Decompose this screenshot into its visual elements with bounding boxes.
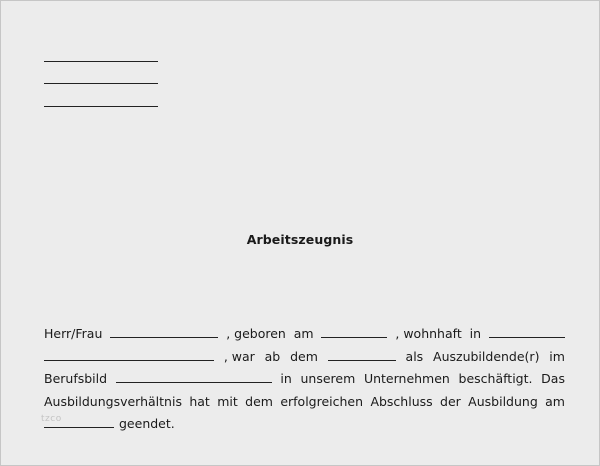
word: Unternehmen	[363, 371, 450, 386]
word: Abschluss	[370, 393, 433, 409]
word: dem	[290, 348, 318, 364]
word: geendet.	[119, 416, 175, 431]
word: , geboren	[226, 326, 286, 341]
word: erfolgreichen	[280, 393, 364, 409]
word: am	[545, 393, 565, 409]
body-line-3	[44, 368, 565, 391]
watermark: tzco	[41, 414, 62, 424]
word: Auszubildende(r)	[433, 348, 540, 364]
word: , wohnhaft	[395, 326, 462, 341]
word: hat	[189, 393, 210, 409]
word: in	[280, 371, 292, 386]
word: Ausbildung	[468, 393, 538, 409]
word: der	[440, 393, 461, 409]
address-line-2	[44, 83, 158, 84]
body-line-5	[44, 413, 565, 436]
start-date-blank	[328, 348, 396, 361]
word: als	[405, 348, 424, 364]
word: beschäftigt.	[458, 371, 533, 386]
body-line-1	[44, 323, 565, 346]
word: Herr/Frau	[44, 326, 103, 341]
body-line-4	[44, 391, 565, 414]
document-title: Arbeitszeugnis	[246, 232, 354, 247]
word: , war	[223, 348, 255, 364]
address-blank	[44, 348, 214, 361]
word: ab	[264, 348, 281, 364]
document-body	[44, 323, 565, 436]
birthdate-blank	[321, 325, 387, 338]
word: in	[469, 326, 482, 341]
word: Berufsbild	[44, 371, 108, 386]
word: mit	[217, 393, 238, 409]
word: unserem	[300, 371, 356, 386]
address-line-3	[44, 106, 158, 107]
word: am	[293, 326, 314, 341]
profession-blank	[116, 370, 272, 383]
residence-blank	[489, 325, 565, 338]
word: im	[549, 348, 565, 364]
word: Das	[541, 371, 565, 386]
address-line-1	[44, 61, 158, 62]
body-line-2	[44, 346, 565, 369]
name-blank	[110, 325, 218, 338]
word: dem	[245, 393, 273, 409]
word: Ausbildungsverhältnis	[44, 393, 182, 409]
